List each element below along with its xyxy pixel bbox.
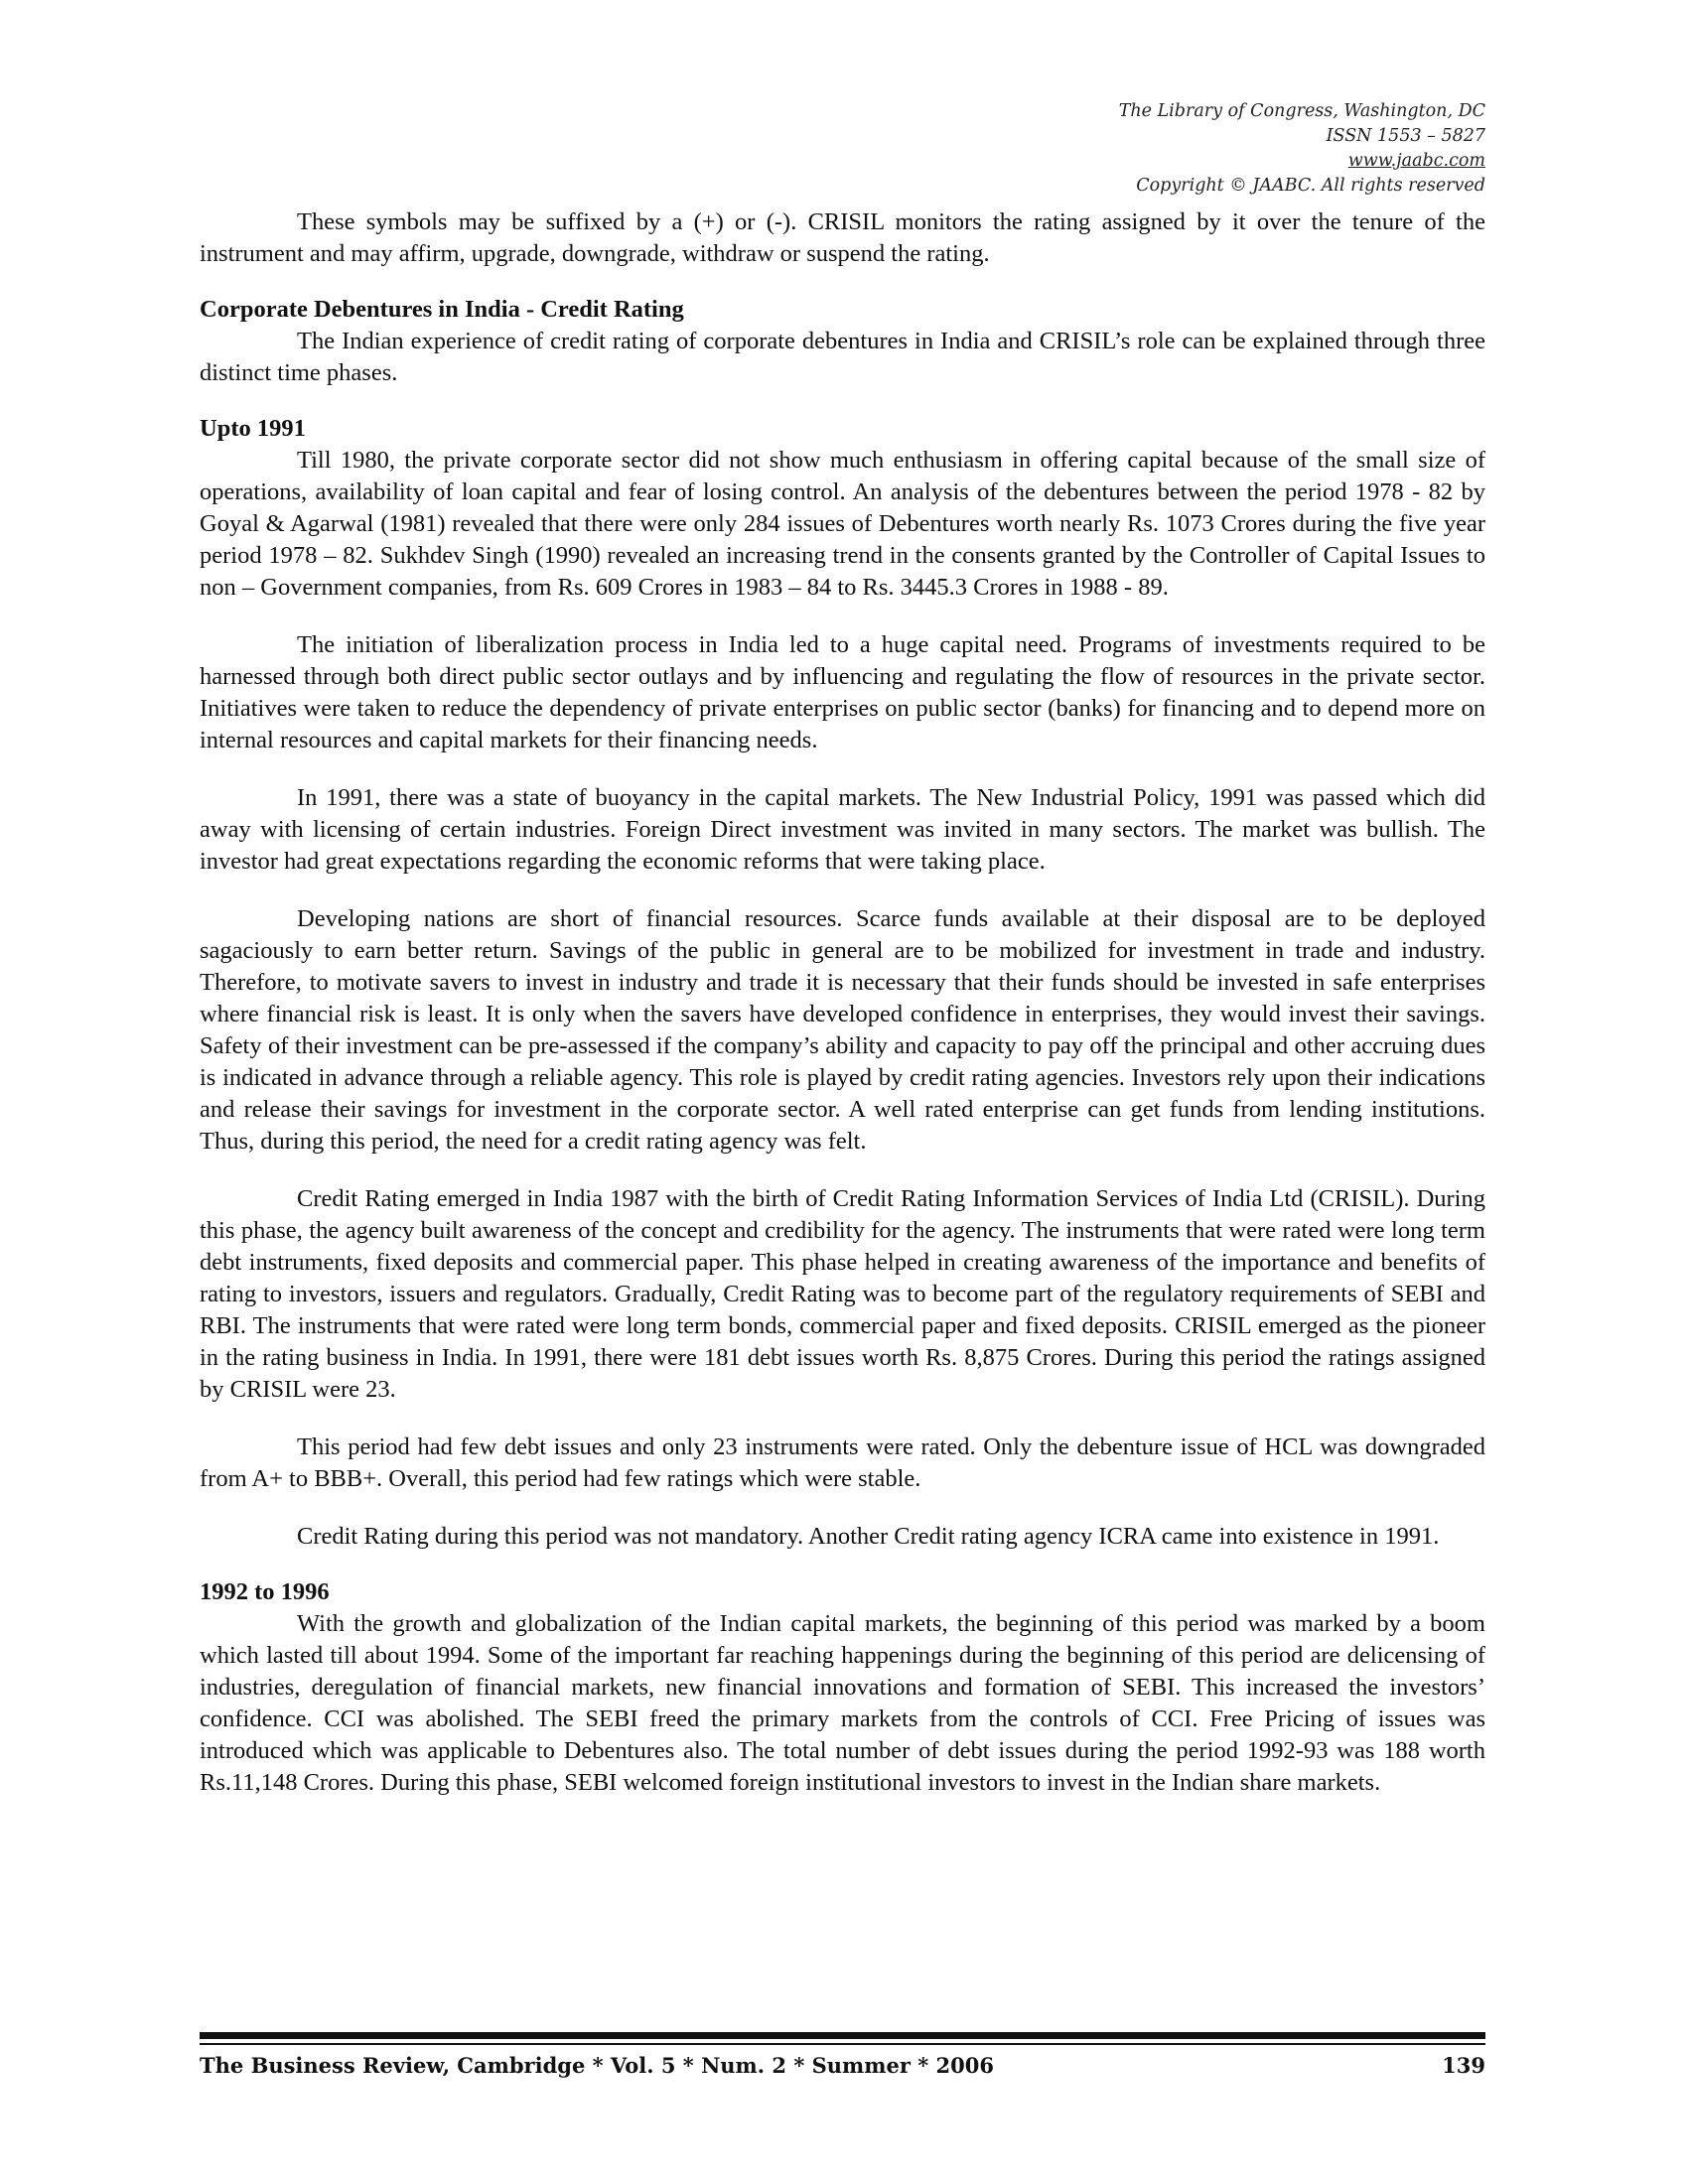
section-heading-upto-1991: Upto 1991: [200, 415, 306, 442]
corporate-paragraph: The Indian experience of credit rating of corporate debentures in India and CRISIL’s role can be explained through three distinct time phases.: [200, 328, 1485, 386]
header-library: The Library of Congress, Washington, DC: [1118, 101, 1485, 121]
paragraph-till-1980: Till 1980, the private corporate sector did not show much enthusiasm in offering capital because of the small size of operations, availability of loan capital and fear of losing control. An analysis of the debentures between the period 1978 - 82 by Goyal & Agarwal (1981) revealed that there were only 284 issues of Debentures worth nearly Rs. 1073 Crores during the five year period 1978 – 82. Sukhdev Singh (1990) revealed an increasing trend in the consents granted by the Controller of Capital Issues to non – Government companies, from Rs. 609 Crores in 1983 – 84 to Rs. 3445.3 Crores in 1988 - 89.: [200, 447, 1485, 601]
header-issn: ISSN 1553 – 5827: [1326, 126, 1485, 146]
intro-paragraph: These symbols may be suffixed by a (+) or (-). CRISIL monitors the rating assigned by it over the tenure of the instrument and may affirm, upgrade, downgrade, withdraw or suspend the rating.: [200, 208, 1485, 267]
paragraph-globalization: With the growth and globalization of the Indian capital markets, the beginning of this period was marked by a boom which lasted till about 1994. Some of the important far reaching happenings during the beginning of this period are delicensing of industries, deregulation of financial markets, new financial innovations and formation of SEBI. This increased the investors’ confidence. CCI was abolished. The SEBI freed the primary markets from the controls of CCI. Free Pricing of issues was introduced which was applicable to Debentures also. The total number of debt issues during the period 1992-93 was 188 worth Rs.11,148 Crores. During this phase, SEBI welcomed foreign institutional investors to invest in the Indian share markets.: [200, 1610, 1485, 1796]
page-header: [1119, 99, 1485, 199]
article-body: [200, 206, 1485, 1799]
section-heading-1992-1996: 1992 to 1996: [200, 1578, 330, 1605]
paragraph-crisil-emergence: Credit Rating emerged in India 1987 with the birth of Credit Rating Information Services of India Ltd (CRISIL). During this phase, the agency built awareness of the concept and credibility for the agency. The instruments that were rated were long term debt instruments, fixed deposits and commercial paper. This phase helped in creating awareness of the importance and benefits of rating to investors, issuers and regulators. Gradually, Credit Rating was to become part of the regulatory requirements of SEBI and RBI. The instruments that were rated were long term bonds, commercial paper and fixed deposits. CRISIL emerged as the pioneer in the rating business in India. In 1991, there were 181 debt issues worth Rs. 8,875 Crores. During this period the ratings assigned by CRISIL were 23.: [200, 1185, 1485, 1403]
paragraph-buoyancy-1991: In 1991, there was a state of buoyancy in the capital markets. The New Industrial Policy, 1991 was passed which did away with licensing of certain industries. Foreign Direct investment was invited in many sectors. The market was bullish. The investor had great expectations regarding the economic reforms that were taking place.: [200, 784, 1485, 875]
paragraph-not-mandatory: Credit Rating during this period was not mandatory. Another Credit rating agency ICRA came into existence in 1991.: [297, 1523, 1440, 1550]
paragraph-liberalization: The initiation of liberalization process in India led to a huge capital need. Programs of investments required to be harnessed through both direct public sector outlays and by influencing and regulating the flow of resources in the private sector. Initiatives were taken to reduce the dependency of private enterprises on public sector (banks) for financing and to depend more on internal resources and capital markets for their financing needs.: [200, 631, 1485, 753]
footer-rule-thin: [200, 2043, 1485, 2045]
paragraph-developing-nations: Developing nations are short of financial resources. Scarce funds available at their disposal are to be deployed sagaciously to earn better return. Savings of the public in general are to be mobilized for investment in trade and industry. Therefore, to motivate savers to invest in industry and trade it is necessary that their funds should be invested in safe enterprises where financial risk is least. It is only when the savers have developed confidence in enterprises, they would invest their savings. Safety of their investment can be pre-assessed if the company’s ability and capacity to pay off the principal and other accruing dues is indicated in advance through a reliable agency. This role is played by credit rating agencies. Investors rely upon their indications and release their savings for investment in the corporate sector. A well rated enterprise can get funds from lending institutions. Thus, during this period, the need for a credit rating agency was felt.: [200, 905, 1485, 1155]
footer-page-number: 139: [1442, 2053, 1485, 2078]
paragraph-few-debt-issues: This period had few debt issues and only 23 instruments were rated. Only the debenture issue of HCL was downgraded from A+ to BBB+. Overall, this period had few ratings which were stable.: [200, 1433, 1485, 1492]
section-heading-corporate-debentures: Corporate Debentures in India - Credit Rating: [200, 296, 684, 323]
header-copyright: Copyright © JAABC. All rights reserved: [1136, 176, 1485, 196]
footer-rule-thick: [200, 2032, 1485, 2039]
header-website-link[interactable]: www.jaabc.com: [1347, 151, 1485, 171]
footer-journal-citation: The Business Review, Cambridge * Vol. 5 * Num. 2 * Summer * 2006: [200, 2053, 994, 2078]
